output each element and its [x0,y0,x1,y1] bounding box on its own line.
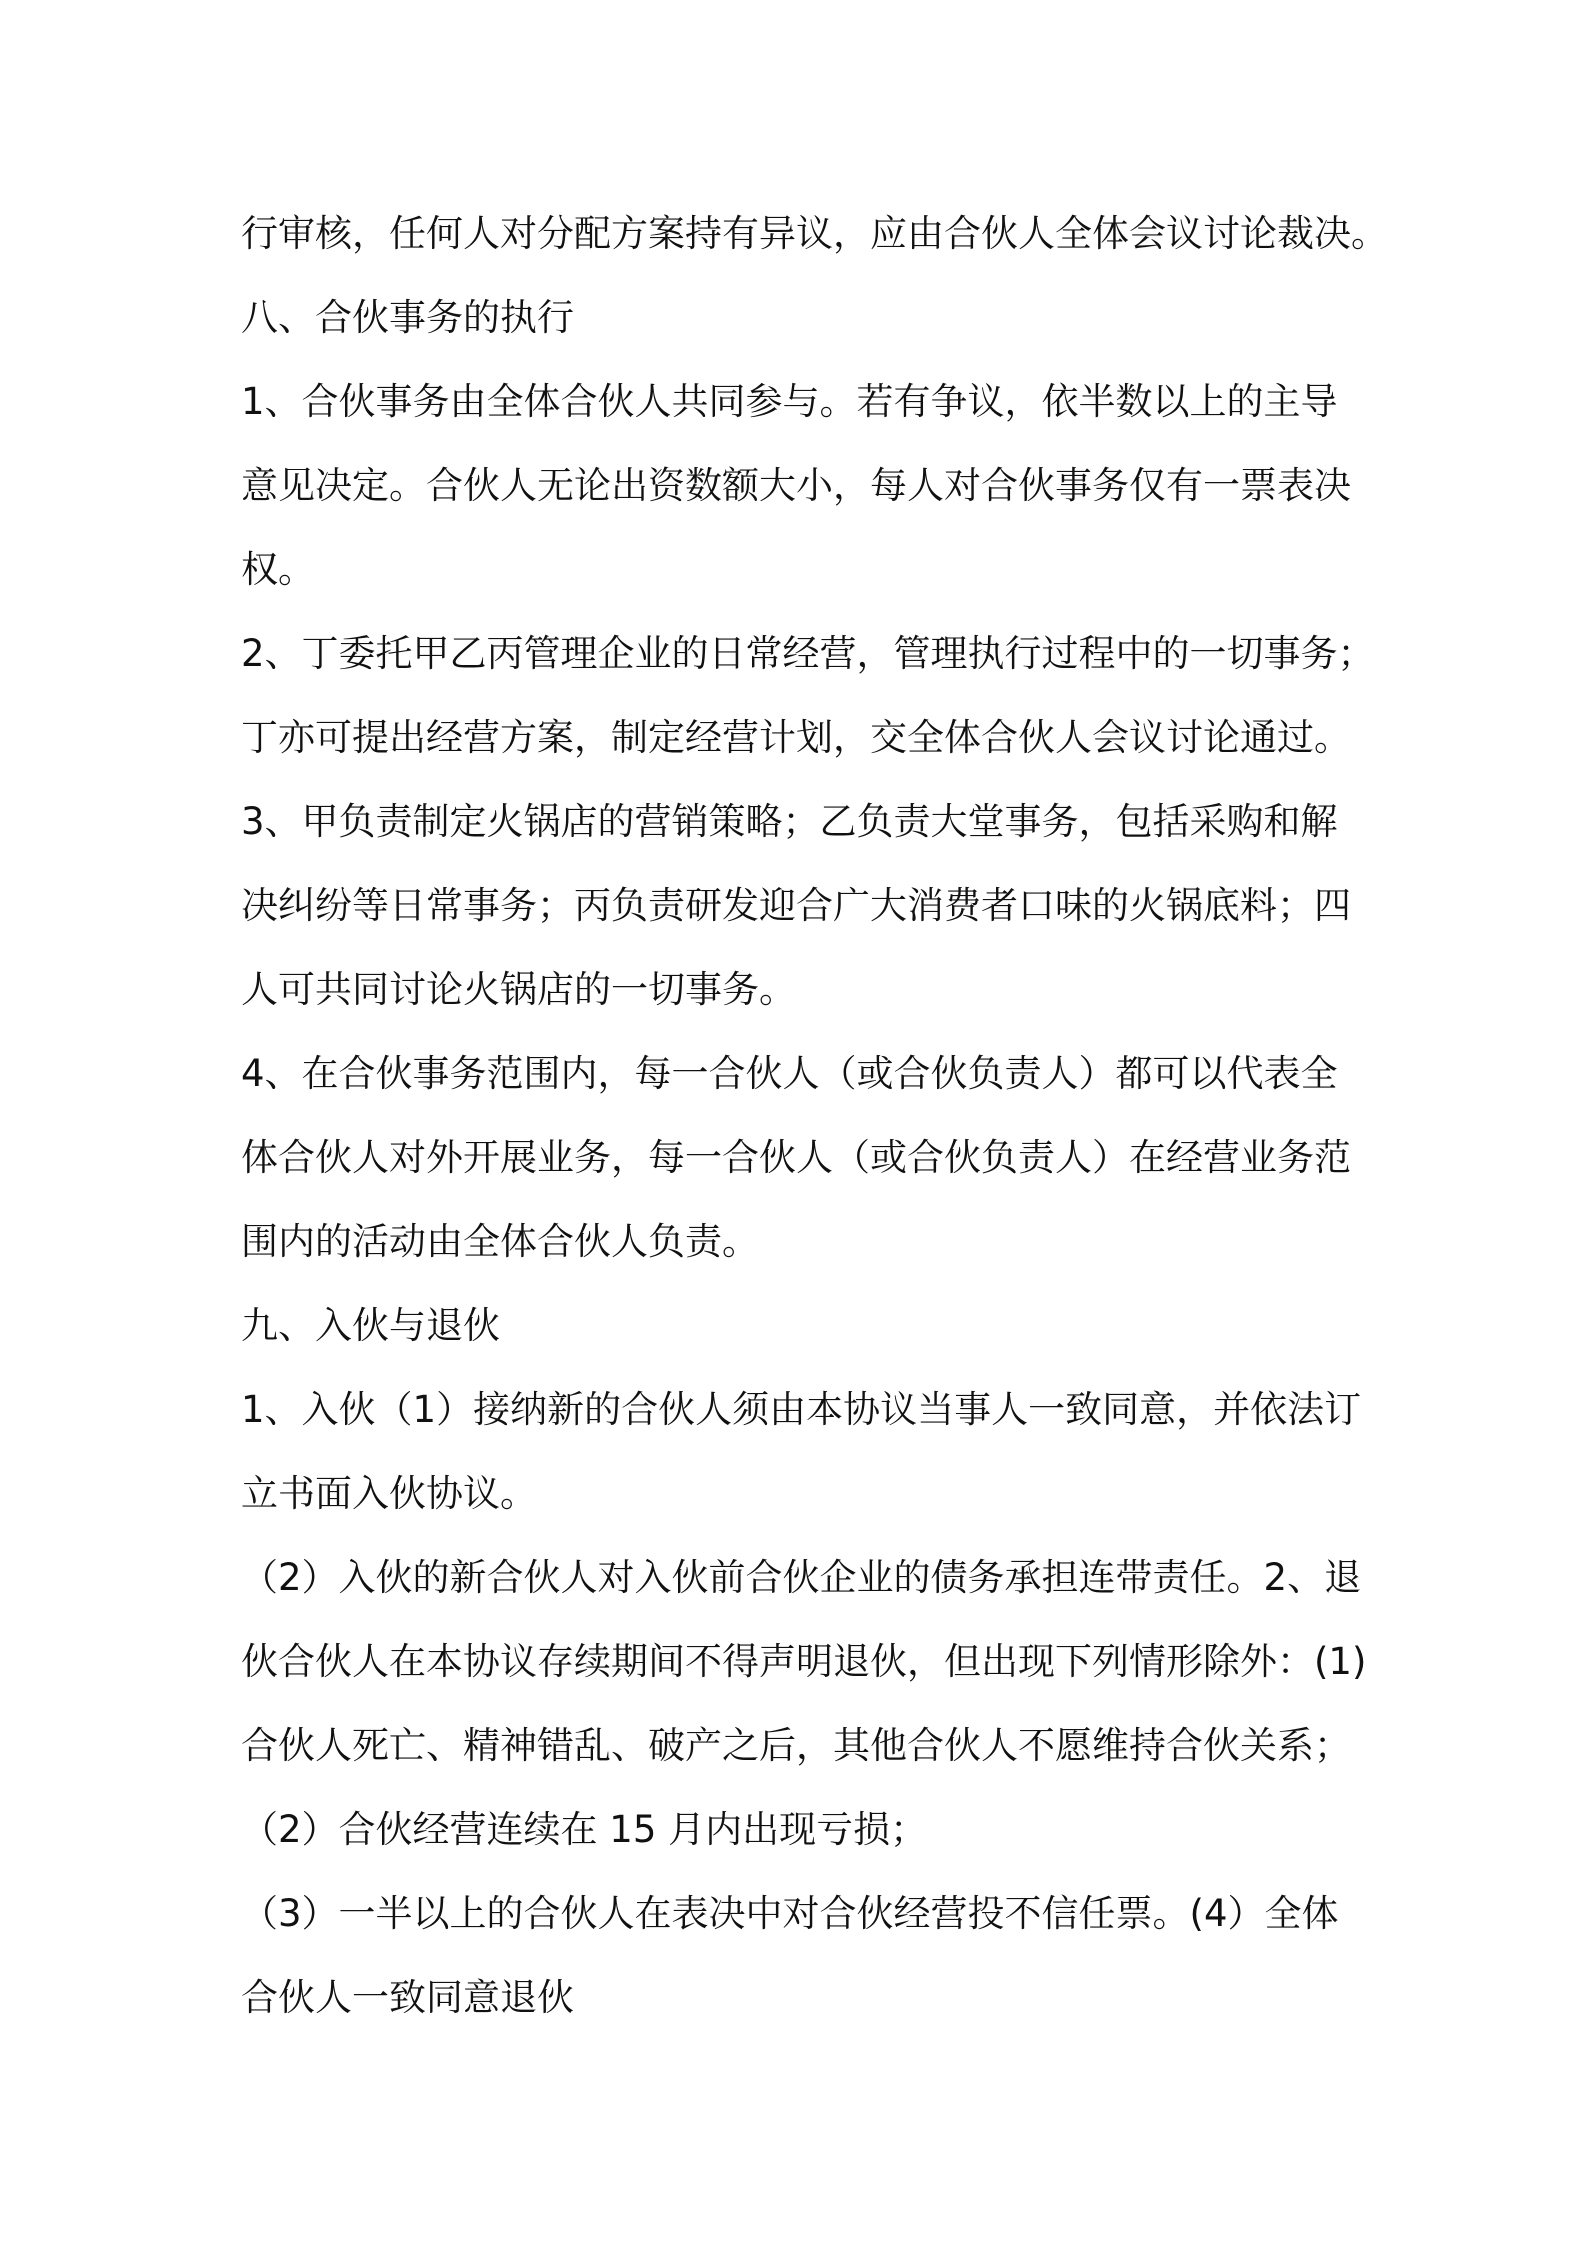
text-line: 决纠纷等日常事务；丙负责研发迎合广大消费者口味的火锅底料；四 [241,884,1351,927]
text-line: （2）合伙经营连续在 15 月内出现亏损； [241,1808,928,1851]
document-body [241,192,1388,2040]
text-line: 体合伙人对外开展业务，每一合伙人（或合伙负责人）在经营业务范 [241,1136,1351,1179]
section-heading: 八、合伙事务的执行 [241,296,574,339]
text-line: 围内的活动由全体合伙人负责。 [241,1220,759,1263]
section-heading: 九、入伙与退伙 [241,1304,500,1347]
text-line: 2、丁委托甲乙丙管理企业的日常经营，管理执行过程中的一切事务； [241,632,1375,675]
text-line: 4、在合伙事务范围内，每一合伙人（或合伙负责人）都可以代表全 [241,1052,1338,1095]
text-line: （3）一半以上的合伙人在表决中对合伙经营投不信任票。(4）全体 [241,1892,1339,1935]
text-line: 人可共同讨论火锅店的一切事务。 [241,968,796,1011]
text-line: 3、甲负责制定火锅店的营销策略；乙负责大堂事务，包括采购和解 [241,800,1338,843]
text-line: 行审核，任何人对分配方案持有异议，应由合伙人全体会议讨论裁决。 [241,212,1388,255]
text-line: 合伙人死亡、精神错乱、破产之后，其他合伙人不愿维持合伙关系； [241,1724,1351,1767]
text-line: 立书面入伙协议。 [241,1472,537,1515]
text-line: 丁亦可提出经营方案，制定经营计划，交全体合伙人会议讨论通过。 [241,716,1351,759]
text-line: 权。 [241,548,315,591]
text-line: 合伙人一致同意退伙 [241,1976,574,2019]
text-line: （2）入伙的新合伙人对入伙前合伙企业的债务承担连带责任。2、退 [241,1556,1362,1599]
text-line: 1、入伙（1）接纳新的合伙人须由本协议当事人一致同意，并依法订 [241,1388,1362,1431]
text-line: 伙合伙人在本协议存续期间不得声明退伙，但出现下列情形除外：(1) [241,1640,1367,1683]
text-line: 1、合伙事务由全体合伙人共同参与。若有争议，依半数以上的主导 [241,380,1338,423]
text-line: 意见决定。合伙人无论出资数额大小，每人对合伙事务仅有一票表决 [241,464,1351,507]
